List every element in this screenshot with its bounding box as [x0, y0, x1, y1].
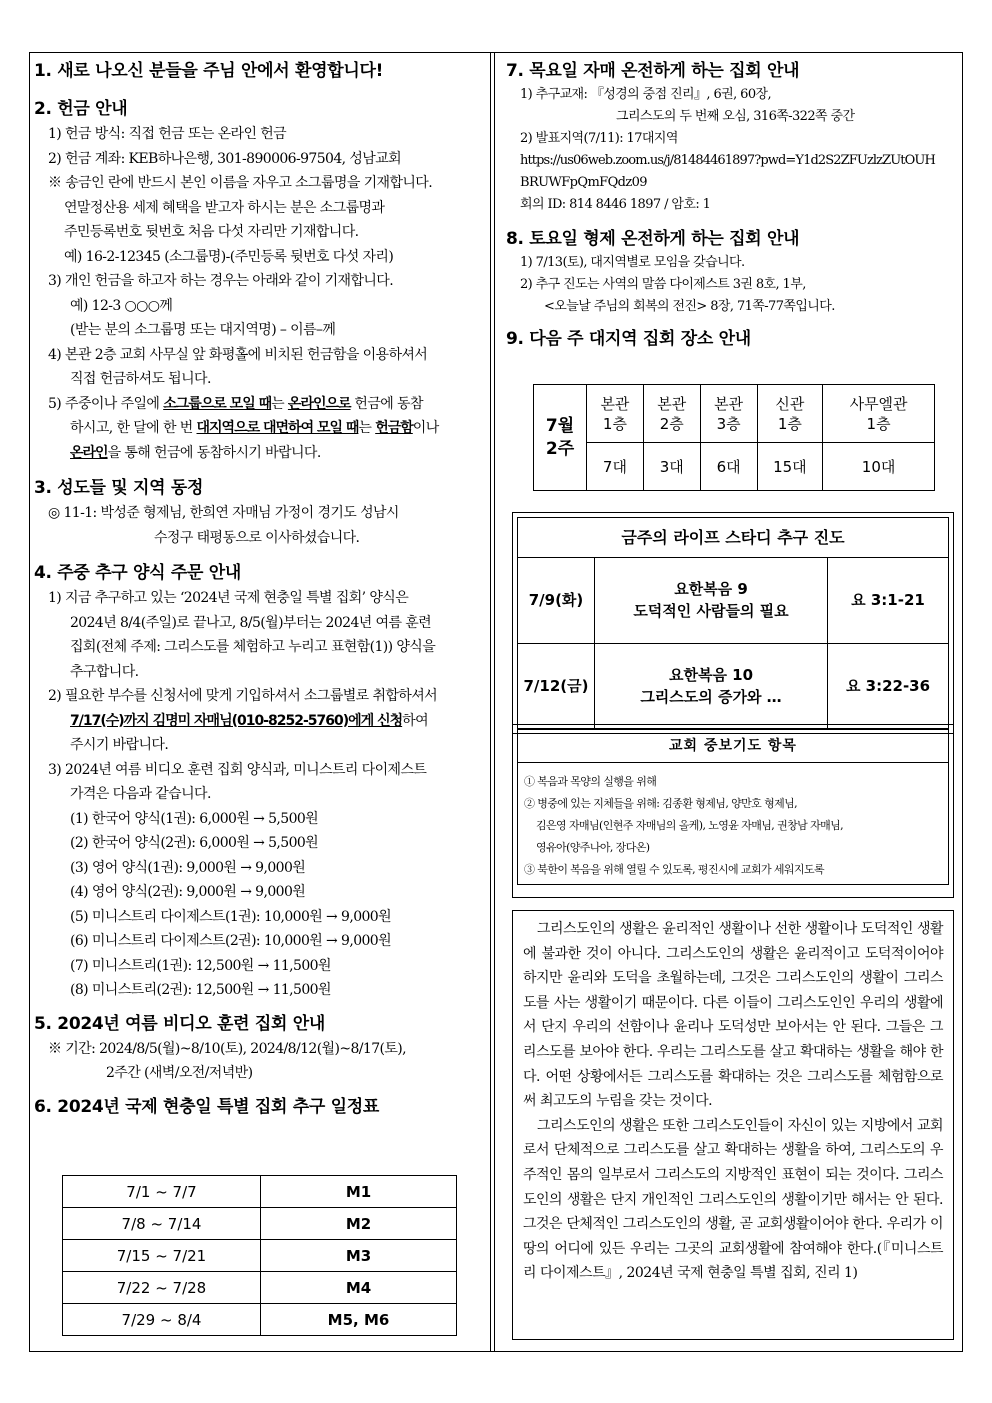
offering-line: 4) 본관 2층 교회 사무실 앞 화평홀에 비치된 헌금함을 이용하셔서	[48, 346, 428, 363]
table-row	[63, 1240, 457, 1272]
schedule-date: 7/29 ~ 8/4	[63, 1304, 261, 1336]
section-7-title: 7. 목요일 자매 온전하게 하는 집회 안내	[506, 61, 800, 81]
section-2-title: 2. 헌금 안내	[34, 99, 128, 119]
section-3-title: 3. 성도들 및 지역 동정	[34, 478, 204, 498]
place-building: 신관	[775, 394, 805, 413]
section-9-title: 9. 다음 주 대지역 집회 장소 안내	[506, 329, 751, 349]
place-building: 사무엘관	[849, 394, 908, 413]
order-line	[34, 709, 484, 734]
text: 이나	[412, 420, 439, 436]
offering-line: (받는 분의 소그룹명 또는 대지역명) – 이름–께	[70, 322, 336, 338]
essay-box	[512, 910, 954, 1340]
zoom-link[interactable]: BRUWFpQmFQdz09	[520, 175, 647, 190]
emphasis: 온라인	[70, 444, 108, 461]
place-cell	[700, 385, 757, 443]
prayer-body	[517, 763, 949, 885]
left-column	[34, 58, 484, 1120]
schedule-message: M4	[261, 1272, 457, 1304]
life-date: 7/12(금)	[518, 643, 595, 729]
price-line: (5) 미니스트리 다이제스트(1권): 10,000원 → 9,000원	[70, 908, 392, 925]
right-column	[506, 58, 956, 352]
offering-line: ※ 송금인 란에 반드시 본인 이름을 자우고 소그룹명을 기재합니다.	[48, 175, 433, 191]
offering-line: 2) 헌금 계좌: KEB하나은행, 301-890006-97504, 성남교회	[48, 150, 402, 167]
order-line: 2) 필요한 부수를 신청서에 맞게 기입하셔서 소그룹별로 취합하셔서	[48, 688, 438, 704]
prayer-item: ② 병중에 있는 지체들을 위해: 김종환 형제님, 양만호 형제님,	[524, 797, 798, 810]
life-study-box	[512, 512, 954, 734]
sisters-line: 그리스도의 두 번째 오심, 316쪽-322쪽 중간	[616, 109, 855, 124]
district-cell: 10대	[823, 443, 935, 491]
section-6-title: 6. 2024년 국제 현충일 특별 집회 추구 일정표	[34, 1096, 379, 1117]
place-floor: 1층	[866, 414, 891, 433]
text: 하여	[402, 712, 428, 729]
emphasis: 대지역으로 대면하여 모일 때	[196, 420, 359, 436]
life-topic	[595, 643, 828, 729]
meeting-id: 회의 ID: 814 8446 1897 / 암호: 1	[520, 197, 711, 212]
table-row	[63, 1176, 457, 1208]
text: 을 통해 헌금에 동참하시기 바랍니다.	[107, 444, 321, 461]
topic-line: 그리스도의 증가와 …	[640, 687, 782, 706]
emphasis: 소그룹으로 모일 때	[163, 395, 272, 412]
order-line: 집회(전체 주제: 그리스도를 체험하고 누리고 표현함(1)) 양식을	[70, 639, 436, 655]
text: 는	[358, 420, 376, 436]
price-line: (4) 영어 양식(2권): 9,000원 → 9,000원	[70, 884, 306, 900]
week-cell	[534, 385, 587, 491]
life-study-table	[517, 517, 949, 729]
price-line: (6) 미니스트리 다이제스트(2권): 10,000원 → 9,000원	[70, 933, 392, 949]
price-line: (7) 미니스트리(1권): 12,500원 → 11,500원	[70, 957, 331, 974]
table-row	[534, 443, 935, 491]
offering-line: 주민등록번호 뒷번호 처음 다섯 자리만 기재합니다.	[64, 224, 359, 240]
week-month: 7월	[545, 415, 575, 436]
order-line: 추구합니다.	[70, 663, 139, 680]
news-line: 수정구 태평동으로 이사하셨습니다.	[154, 529, 360, 546]
schedule-message: M1	[261, 1176, 457, 1208]
offering-line: 직접 헌금하셔도 됩니다.	[70, 371, 211, 387]
schedule-message: M2	[261, 1208, 457, 1240]
order-line: 주시기 바랍니다.	[70, 737, 169, 753]
schedule-table	[62, 1175, 457, 1336]
district-cell: 6대	[700, 443, 757, 491]
location-table	[533, 384, 935, 491]
training-line: 2주간 (새벽/오전/저녁반)	[106, 1065, 253, 1081]
table-row	[63, 1272, 457, 1304]
brothers-line: 2) 추구 진도는 사역의 말씀 다이제스트 3권 8호, 1부,	[520, 277, 806, 292]
price-line: (3) 영어 양식(1권): 9,000원 → 9,000원	[70, 859, 306, 876]
topic-line: 요한복음 10	[668, 665, 754, 684]
emphasis: 온라인으로	[287, 395, 351, 412]
section-1-title: 1. 새로 나오신 분들을 주님 안에서 환영합니다!	[34, 61, 384, 81]
section-5-title: 5. 2024년 여름 비디오 훈련 집회 안내	[34, 1013, 325, 1034]
place-building: 본관	[600, 394, 630, 413]
prayer-item: 영유아(양주나아, 장다온)	[536, 841, 650, 854]
order-line: 3) 2024년 여름 비디오 훈련 집회 양식과, 미니스트리 다이제스트	[48, 761, 427, 778]
schedule-date: 7/15 ~ 7/21	[63, 1240, 261, 1272]
schedule-message: M5, M6	[261, 1304, 457, 1336]
week-number: 2주	[545, 438, 575, 459]
district-cell: 3대	[643, 443, 700, 491]
place-floor: 3층	[716, 414, 741, 433]
offering-line: 예) 12-3 ○○○께	[70, 297, 173, 314]
prayer-title: 교회 중보기도 항목	[517, 729, 949, 763]
news-line: ◎ 11-1: 박성준 형제님, 한희연 자매님 가정이 경기도 성남시	[48, 505, 399, 521]
prayer-item: ① 복음과 목양의 실행을 위해	[524, 775, 657, 788]
place-cell	[823, 385, 935, 443]
schedule-date: 7/1 ~ 7/7	[63, 1176, 261, 1208]
table-row	[518, 643, 949, 729]
place-cell	[757, 385, 823, 443]
offering-line: 3) 개인 헌금을 하고자 하는 경우는 아래와 같이 기재합니다.	[48, 273, 394, 289]
emphasis: 헌금함	[375, 420, 413, 436]
emphasis: 7/17(수)까지 김명미 자매님(010-8252-5760)에게 신청	[70, 712, 403, 729]
sisters-line: 2) 발표지역(7/11): 17대지역	[520, 131, 678, 146]
schedule-date: 7/8 ~ 7/14	[63, 1208, 261, 1240]
text: 헌금에 동참	[350, 395, 423, 412]
price-line: (8) 미니스트리(2권): 12,500원 → 11,500원	[70, 982, 331, 998]
life-ref: 요 3:22-36	[828, 643, 949, 729]
place-building: 본관	[714, 394, 744, 413]
column-divider	[490, 52, 495, 1352]
place-floor: 1층	[602, 414, 627, 433]
order-line: 가격은 다음과 같습니다.	[70, 786, 211, 802]
table-row	[63, 1304, 457, 1336]
price-line: (1) 한국어 양식(1권): 6,000원 → 5,500원	[70, 810, 319, 827]
table-row	[534, 385, 935, 443]
topic-line: 도덕적인 사람들의 필요	[633, 602, 789, 621]
offering-line	[34, 441, 484, 466]
order-line: 1) 지금 추구하고 있는 ‘2024년 국제 현충일 특별 집회’ 양식은	[48, 590, 409, 606]
table-row	[518, 558, 949, 644]
life-study-title: 금주의 라이프 스타디 추구 진도	[518, 518, 949, 558]
sisters-line: 1) 추구교재: 『성경의 중점 진리』, 6권, 60장,	[520, 87, 771, 102]
section-4-title: 4. 주중 추구 양식 주문 안내	[34, 563, 241, 583]
order-line: 2024년 8/4(주일)로 끝나고, 8/5(월)부터는 2024년 여름 훈련	[70, 614, 432, 631]
offering-line	[34, 416, 484, 441]
table-row	[63, 1208, 457, 1240]
text: 하시고, 한 달에 한 번	[70, 420, 197, 436]
text: 는	[271, 395, 288, 412]
prayer-item: ③ 북한이 복음을 위해 열릴 수 있도록, 평진시에 교회가 세워지도록	[524, 863, 825, 876]
table-row	[518, 518, 949, 558]
district-cell: 7대	[587, 443, 644, 491]
section-8-title: 8. 토요일 형제 온전하게 하는 집회 안내	[506, 229, 800, 249]
place-floor: 1층	[777, 414, 802, 433]
schedule-date: 7/22 ~ 7/28	[63, 1272, 261, 1304]
training-line: ※ 기간: 2024/8/5(월)~8/10(토), 2024/8/12(월)~8/17(토),	[48, 1040, 407, 1057]
offering-line	[34, 392, 484, 417]
place-floor: 2층	[659, 414, 684, 433]
essay-paragraph: 그리스도인의 생활은 또한 그리스도인들이 자신이 있는 지방에서 교회로서 단체적으로 그리스도를 살고 확대하는 생활을 하여, 그리스도의 우주적인 몸의 일부로서 그리스도의 지방적인 표현이 되는 것이다. 그리스도인의 생활은 단지 개인적인 그리스도인의 생활이기만 해서는 안 된다. 그것은 단체적인 그리스도인의 생활, 곧 교회생활이어야 한다. 우리가 이 땅의 어디에 있든 우리는 그곳의 교회생활에 참여해야 한다.(『미니스트리 다이제스트』, 2024년 국제 현충일 특별 집회, 진리 1)	[523, 1117, 943, 1282]
topic-line: 요한복음 9	[674, 580, 748, 599]
offering-line: 연말정산용 세제 혜택을 받고자 하시는 분은 소그룹명과	[64, 199, 385, 216]
brothers-line: 1) 7/13(토), 대지역별로 모임을 갖습니다.	[520, 255, 745, 270]
prayer-box	[512, 724, 954, 898]
offering-line: 예) 16-2-12345 (소그룹명)-(주민등록 뒷번호 다섯 자리)	[64, 248, 394, 265]
essay-paragraph: 그리스도인의 생활은 윤리적인 생활이나 선한 생활이나 도덕적인 생활에 불과한 것이 아니다. 그리스도인의 생활은 윤리적이고 도덕적이어야 하지만 윤리와 도덕을 초월하는데, 그것은 그리스도인의 생활이 그리스도를 사는 생활이기 때문이다. 다른 이들이 그리스도인인 우리의 생활에서 단지 우리의 선함이나 윤리나 도덕성만 보아서는 안 된다. 그들은 그리스도를 보아야 한다. 우리는 그리스도를 살고 확대하는 생활을 해야 한다. 어떤 상황에서든 그리스도를 확대하는 것은 그리스도를 체험함으로써 최고도의 누림을 갖는 것이다.	[523, 921, 943, 1110]
text: 5) 주중이나 주일에	[48, 395, 164, 412]
brothers-line: <오늘날 주님의 회복의 전진> 8장, 71쪽-77쪽입니다.	[544, 299, 835, 314]
place-cell	[643, 385, 700, 443]
life-ref: 요 3:1-21	[828, 558, 949, 644]
life-date: 7/9(화)	[518, 558, 595, 644]
place-building: 본관	[657, 394, 687, 413]
schedule-message: M3	[261, 1240, 457, 1272]
zoom-link[interactable]: https://us06web.zoom.us/j/81484461897?pwd=Y1d2S2ZFUzlzZUtOUH	[520, 153, 935, 168]
place-cell	[587, 385, 644, 443]
price-line: (2) 한국어 양식(2권): 6,000원 → 5,500원	[70, 835, 319, 851]
offering-line: 1) 헌금 방식: 직접 헌금 또는 온라인 헌금	[48, 126, 287, 142]
prayer-item: 김은영 자매님(인현주 자매님의 올케), 노영윤 자매님, 권창남 자매님,	[536, 819, 844, 832]
district-cell: 15대	[757, 443, 823, 491]
life-topic	[595, 558, 828, 644]
